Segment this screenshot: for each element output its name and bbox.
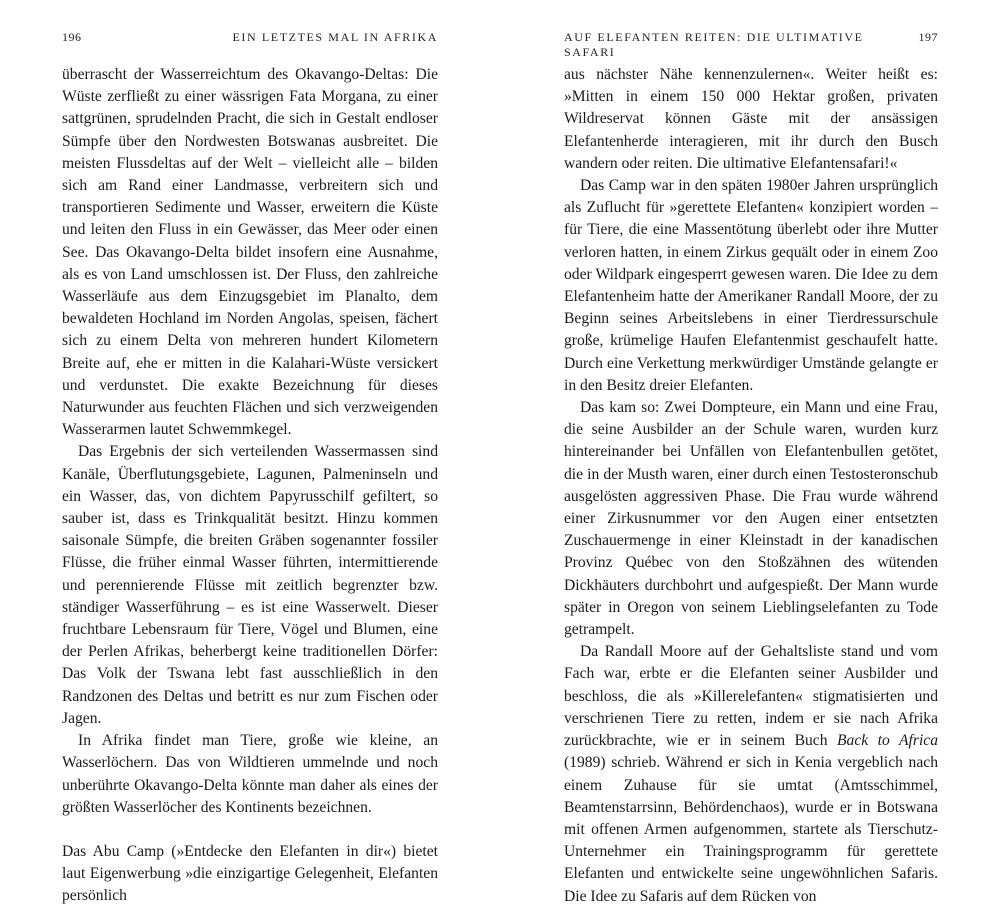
paragraph: In Afrika findet man Tiere, große wie kleine, an Wasserlöchern. Das von Wildtieren ummelnde und noch unberührte Okavango-Delta könnte man daher als eines der größten Wasserlöcher des Kontinents bezeichnen.: [62, 732, 438, 816]
paragraph-text: Da Randall Moore auf der Gehaltsliste stand und vom Fach war, erbte er die Elefanten seiner Ausbilder und beschloss, die als »Killerelefanten« stigmatisierten und verschrienen Tiere zu retten, indem er sie nach Afrika zurückbrachte, wie er in seinem Buch: [564, 643, 938, 750]
body-text: [564, 64, 938, 908]
paragraph: Das Ergebnis der sich verteilenden Wassermassen sind Kanäle, Überflutungsgebiete, Lagunen, Palmeninseln und ein Wasser, das, von dichtem Papyrusschilf gefiltert, so sauber ist, dass es Trinkqualität besitzt. Hinzu kommen saisonale Sümpfe, die breiten Gräben sogenannter fossiler Flüsse, die früher einmal Wasser führten, intermittierende und perennierende Flüsse mit zeitlich begrenzter bzw. ständiger Wasserführung – es ist eine Wasserwelt. Dieser fruchtbare Lebensraum für Tiere, Vögel und Blumen, eine der Perlen Afrikas, beherbergt keine traditionellen Dörfer: Das Volk der Tswana lebt fast ausschließlich in den Randzonen des Deltas und betritt es nur zum Fischen oder Jagen.: [62, 443, 438, 727]
body-text: [62, 64, 438, 908]
running-head-title: AUF ELEFANTEN REITEN: DIE ULTIMATIVE SAFARI: [564, 30, 864, 59]
right-page: [564, 0, 938, 905]
running-head-title: EIN LETZTES MAL IN AFRIKA: [232, 30, 438, 44]
paragraph: [564, 641, 938, 907]
paragraph: Das Camp war in den späten 1980er Jahren ursprünglich als Zuflucht für »gerettete Elefanten« konzipiert worden – für Tiere, die eine Massentötung überlebt oder ihre Mutter verloren hatten, in einem Zirkus gequält oder in einem Zoo oder Wildpark eingesperrt gewesen waren. Die Idee zu dem Elefantenheim hatte der Amerikaner Randall Moore, der zu Beginn seines Arbeitslebens in einer Tierdressurschule große, krümelige Haufen Elefantenmist geschaufelt hatte. Durch eine Verkettung merkwürdiger Umstände gelangte er in den Besitz dreier Elefanten.: [564, 177, 938, 394]
paragraph: aus nächster Nähe kennenzulernen«. Weiter heißt es: »Mitten in einem 150 000 Hektar großen, privaten Wildreservat können Gäste mit der ansässigen Elefantenherde interagieren, mit ihr durch den Busch wandern oder reiten. Die ultimative Elefantensafari!«: [564, 66, 938, 172]
page-number: 197: [918, 30, 938, 44]
page-number: 196: [62, 30, 82, 44]
paragraph: Das Abu Camp (»Entdecke den Elefanten in dir«) bietet laut Eigenwerbung »die einzigartige Gelegenheit, Elefanten persönlich: [62, 842, 438, 905]
book-title: Back to Africa: [837, 732, 938, 750]
paragraph: Das kam so: Zwei Dompteure, ein Mann und eine Frau, die seine Ausbilder an der Schule waren, wurden kurz hintereinander bei Unfällen von Elefantenbullen getötet, die in der Musth waren, einer durch einen Testosteronschub ausgelösten aggressiven Phase. Die Frau wurde während einer Zirkusnummer vor den Augen einer entsetzten Zuschauermenge in einer Kleinstadt in der kanadischen Provinz Québec von den Stoßzähnen des wütenden Dickhäuters durchbohrt und aufgespießt. Der Mann wurde später in Oregon von seinem Lieblingselefanten zu Tode getrampelt.: [564, 399, 938, 639]
paragraph: überrascht der Wasserreichtum des Okavango-Deltas: Die Wüste zerfließt zu einer wässrigen Fata Morgana, zu einer sattgrünen, sprudelnden Pracht, die sich in Gestalt endloser Sümpfe über den Nordwesten Botswanas ausbreitet. Die meisten Flussdeltas auf der Welt – vielleicht alle – bilden sich am Rand einer Landmasse, verbreitern sich und transportieren Sedimente und Wasser, erweitern die Küste und leiten den Fluss in ein Gewässer, das Meer oder einen See. Das Okavango-Delta bildet insofern eine Ausnahme, als es von Land umschlossen ist. Der Fluss, den zahlreiche Wasserläufe aus dem Einzugsgebiet im Planalto, dem bewaldeten Hochland im Norden Angolas, speisen, fächert sich zu einem Delta von mehreren hundert Kilometern Breite auf, ehe er mitten in die Kalahari-Wüste versickert und verdunstet. Die exakte Bezeichnung für dieses Naturwunder aus feuchten Flächen und sich verzweigenden Wasserarmen lautet Schwemmkegel.: [62, 66, 438, 439]
running-header-right: [564, 30, 938, 60]
paragraph-text: (1989) schrieb. Während er sich in Kenia vergeblich nach einem Zuhause für sie umtat (Amtsschimmel, Beamtenstarrsinn, Behördenchaos), wurde er in Botswana mit offenen Armen aufgenommen, startete als Tierschutz-Unternehmer ein Trainingsprogramm für gerettete Elefanten und entwickelte seine ungewöhnlichen Safaris. Die Idee zu Safaris auf dem Rücken von: [564, 754, 938, 905]
running-header-left: [62, 30, 438, 45]
left-page: [62, 0, 500, 905]
